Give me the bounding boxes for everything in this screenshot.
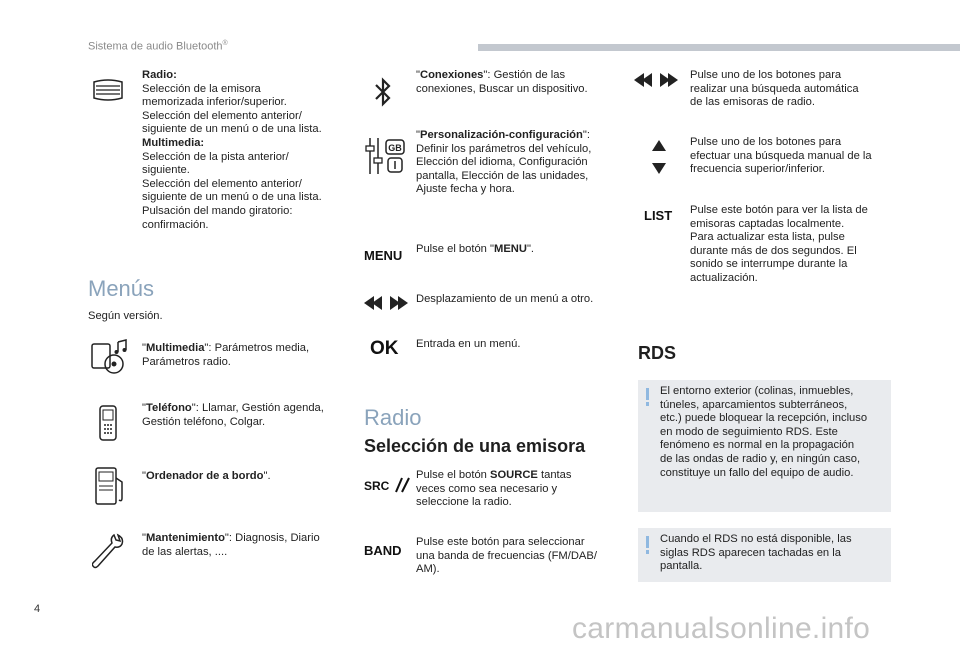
header-title: Sistema de audio Bluetooth®: [88, 40, 228, 53]
ok-button-label: OK: [370, 338, 399, 359]
seleccion-heading: Selección de una emisora: [364, 436, 586, 456]
wrench-icon: [92, 532, 126, 570]
trip-computer-icon: [94, 466, 126, 506]
watermark: carmanualsonline.info: [572, 612, 871, 645]
wheel-description: Radio: Selección de la emisora memorizada inferior/superior. Selección del elemento anterior/ siguiente de un menú o de una lista. Multimedia: Selección de la pista anterior/ siguiente. Selección del elemento anterior/ siguiente de un menú o de una lista. Pulsación del mando giratorio: confirmación.: [142, 69, 322, 231]
src-label: SRC: [364, 479, 390, 493]
up-down-arrows-icon: [652, 140, 666, 174]
menu-text: Pulse el botón "MENU".: [416, 243, 535, 255]
multimedia-icon: [90, 338, 130, 374]
list-button-label: LIST: [644, 208, 673, 223]
rds-note-1: El entorno exterior (colinas, inmuebles, túneles, aparcamientos subterráneos, etc.) puede bloquear la recepción, incluso en modo de seguimiento RDS. Este fenómeno es normal en la propagación de las ondas de radio y, en ningún caso, constituye un fallo del equipo de audio.: [638, 380, 891, 512]
gb-label: GB: [388, 143, 402, 153]
page-number: 4: [34, 603, 41, 615]
source-text: Pulse el botón SOURCE tantas veces como sea necesario y seleccione la radio.: [416, 469, 572, 509]
list-text: Pulse este botón para ver la lista de emisoras captadas localmente. Para actualizar esta lista, pulse durante más de dos segundos. El sonido se interrumpe durante la actualización.: [690, 204, 868, 284]
band-button-label: BAND: [364, 543, 402, 558]
bluetooth-icon: [374, 76, 392, 108]
menus-heading: Menús: [88, 276, 155, 301]
personalizacion-text: "Personalización-configuración": Definir los parámetros del vehículo, Elección del idioma, Configuración pantalla, Elección de las unidades, Ajuste fecha y hora.: [416, 129, 592, 196]
auto-search-text: Pulse uno de los botones para realizar una búsqueda automática de las emisoras de radio.: [690, 69, 859, 109]
ordenador-text: "Ordenador de a bordo".: [142, 470, 271, 482]
telefono-text: "Teléfono": Llamar, Gestión agenda, Gestión teléfono, Colgar.: [142, 402, 324, 428]
left-right-arrows-icon: [364, 296, 408, 310]
multimedia-text: "Multimedia": Parámetros media, Parámetros radio.: [142, 342, 310, 368]
desplazamiento-text: Desplazamiento de un menú a otro.: [416, 293, 594, 305]
rds-heading: RDS: [638, 343, 677, 363]
rds-note-2: Cuando el RDS no está disponible, las siglas RDS aparecen tachadas en la pantalla.: [638, 528, 891, 582]
radio-heading: Radio: [364, 405, 422, 430]
ok-text: Entrada en un menú.: [416, 338, 521, 350]
info-marker-dot: [646, 402, 649, 406]
seek-arrows-icon: [634, 73, 678, 87]
version-note: Según versión.: [88, 310, 163, 322]
info-marker: [646, 536, 649, 548]
settings-sliders-icon: [364, 136, 406, 176]
header-bar: [478, 44, 960, 51]
manual-search-text: Pulse uno de los botones para efectuar una búsqueda manual de la frecuencia superior/inferior.: [690, 136, 872, 176]
source-button-icon: [364, 476, 410, 494]
conexiones-text: "Conexiones": Gestión de las conexiones, Buscar un dispositivo.: [416, 69, 588, 95]
menu-button-label: MENU: [364, 248, 403, 263]
info-marker-dot: [646, 550, 649, 554]
mantenimiento-text: "Mantenimiento": Diagnosis, Diario de las alertas, ....: [142, 532, 320, 558]
band-text: Pulse este botón para seleccionar una banda de frecuencias (FM/DAB/ AM).: [416, 536, 597, 576]
phone-icon: [98, 405, 118, 441]
scroll-wheel-icon: [92, 78, 124, 102]
info-marker: [646, 388, 649, 400]
